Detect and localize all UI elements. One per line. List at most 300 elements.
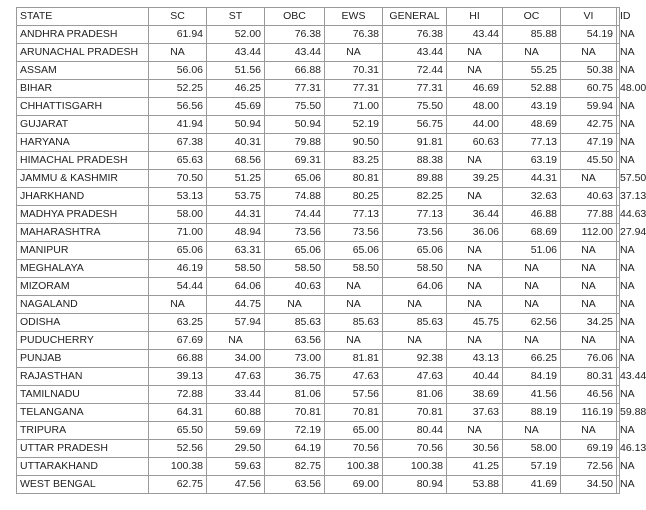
cutoff-cell-id: NA: [617, 458, 620, 476]
cutoff-cell-sc: 100.38: [149, 458, 207, 476]
cutoff-cell-st: NA: [207, 332, 265, 350]
cutoff-cell-general: 80.44: [383, 422, 447, 440]
table-row: [17, 458, 620, 476]
cutoff-cell-hi: NA: [447, 188, 503, 206]
cutoff-cell-st: 52.00: [207, 26, 265, 44]
state-cutoff-table: [16, 7, 646, 494]
cutoff-cell-sc: 62.75: [149, 476, 207, 494]
cutoff-cell-general: 77.31: [383, 80, 447, 98]
table-row: [17, 98, 620, 116]
table-header-row: [17, 8, 620, 26]
cutoff-cell-vi: NA: [561, 170, 617, 188]
cutoff-cell-obc: 79.88: [265, 134, 325, 152]
table-row: [17, 26, 620, 44]
cutoff-cell-hi: 60.63: [447, 134, 503, 152]
cutoff-cell-ews: 70.56: [325, 440, 383, 458]
state-name-cell: GUJARAT: [17, 116, 149, 134]
cutoff-cell-obc: 65.06: [265, 170, 325, 188]
table-row: [17, 368, 620, 386]
cutoff-cell-st: 53.75: [207, 188, 265, 206]
cutoff-cell-hi: NA: [447, 44, 503, 62]
state-name-cell: TAMILNADU: [17, 386, 149, 404]
cutoff-cell-st: 57.94: [207, 314, 265, 332]
cutoff-cell-ews: NA: [325, 332, 383, 350]
cutoff-cell-obc: 63.56: [265, 476, 325, 494]
cutoff-cell-hi: 44.00: [447, 116, 503, 134]
cutoff-cell-st: 47.63: [207, 368, 265, 386]
cutoff-cell-obc: 85.63: [265, 314, 325, 332]
state-name-cell: NAGALAND: [17, 296, 149, 314]
table-row: [17, 170, 620, 188]
cutoff-cell-general: 58.50: [383, 260, 447, 278]
cutoff-cell-ews: 85.63: [325, 314, 383, 332]
cutoff-cell-sc: 71.00: [149, 224, 207, 242]
table-row: [17, 224, 620, 242]
table-row: [17, 62, 620, 80]
cutoff-cell-st: 59.63: [207, 458, 265, 476]
cutoff-cell-ews: 47.63: [325, 368, 383, 386]
cutoff-cell-obc: 69.31: [265, 152, 325, 170]
cutoff-cell-obc: 73.56: [265, 224, 325, 242]
cutoff-cell-obc: 77.31: [265, 80, 325, 98]
cutoff-cell-ews: NA: [325, 296, 383, 314]
cutoff-cell-vi: 76.06: [561, 350, 617, 368]
cutoff-cell-id: 59.88: [617, 404, 620, 422]
cutoff-cell-vi: NA: [561, 332, 617, 350]
cutoff-cell-id: NA: [617, 422, 620, 440]
cutoff-cell-hi: 37.63: [447, 404, 503, 422]
cutoff-cell-obc: 74.88: [265, 188, 325, 206]
cutoff-cell-ews: 65.06: [325, 242, 383, 260]
table-row: [17, 350, 620, 368]
cutoff-cell-oc: NA: [503, 260, 561, 278]
cutoff-cell-ews: 73.56: [325, 224, 383, 242]
cutoff-cell-id: 44.63: [617, 206, 620, 224]
cutoff-cell-sc: 46.19: [149, 260, 207, 278]
cutoff-cell-sc: 65.06: [149, 242, 207, 260]
state-name-cell: ARUNACHAL PRADESH: [17, 44, 149, 62]
cutoff-cell-sc: NA: [149, 296, 207, 314]
cutoff-cell-id: NA: [617, 44, 620, 62]
cutoff-cell-vi: 42.75: [561, 116, 617, 134]
column-header-general: GENERAL: [383, 8, 447, 26]
cutoff-cell-hi: 39.25: [447, 170, 503, 188]
cutoff-cell-hi: 41.25: [447, 458, 503, 476]
cutoff-cell-vi: 45.50: [561, 152, 617, 170]
cutoff-cell-st: 60.88: [207, 404, 265, 422]
cutoff-cell-id: NA: [617, 350, 620, 368]
cutoff-cell-st: 63.31: [207, 242, 265, 260]
state-name-cell: ASSAM: [17, 62, 149, 80]
cutoff-cell-ews: 76.38: [325, 26, 383, 44]
cutoff-cell-general: 89.88: [383, 170, 447, 188]
cutoff-cell-hi: 36.06: [447, 224, 503, 242]
state-name-cell: HARYANA: [17, 134, 149, 152]
cutoff-cell-ews: 80.25: [325, 188, 383, 206]
cutoff-cell-general: 56.75: [383, 116, 447, 134]
cutoff-cell-obc: NA: [265, 296, 325, 314]
cutoff-cell-st: 47.56: [207, 476, 265, 494]
state-name-cell: BIHAR: [17, 80, 149, 98]
state-name-cell: MEGHALAYA: [17, 260, 149, 278]
cutoff-cell-ews: 69.00: [325, 476, 383, 494]
state-name-cell: UTTARAKHAND: [17, 458, 149, 476]
cutoff-cell-obc: 70.81: [265, 404, 325, 422]
cutoff-cell-id: NA: [617, 134, 620, 152]
cutoff-cell-general: 91.81: [383, 134, 447, 152]
cutoff-cell-st: 51.56: [207, 62, 265, 80]
column-header-id: ID: [617, 8, 620, 26]
state-name-cell: UTTAR PRADESH: [17, 440, 149, 458]
cutoff-cell-sc: 67.38: [149, 134, 207, 152]
cutoff-cell-st: 68.56: [207, 152, 265, 170]
cutoff-cell-oc: NA: [503, 44, 561, 62]
cutoff-cell-ews: 77.13: [325, 206, 383, 224]
cutoff-table-container: [16, 7, 646, 494]
cutoff-cell-sc: 39.13: [149, 368, 207, 386]
cutoff-cell-st: 59.69: [207, 422, 265, 440]
cutoff-cell-hi: 48.00: [447, 98, 503, 116]
cutoff-cell-general: 88.38: [383, 152, 447, 170]
cutoff-cell-hi: NA: [447, 422, 503, 440]
cutoff-cell-obc: 73.00: [265, 350, 325, 368]
cutoff-cell-oc: 66.25: [503, 350, 561, 368]
cutoff-cell-vi: 50.38: [561, 62, 617, 80]
cutoff-cell-id: 46.13: [617, 440, 620, 458]
state-name-cell: MIZORAM: [17, 278, 149, 296]
cutoff-cell-general: 72.44: [383, 62, 447, 80]
cutoff-cell-vi: NA: [561, 44, 617, 62]
cutoff-cell-general: NA: [383, 296, 447, 314]
state-name-cell: TELANGANA: [17, 404, 149, 422]
cutoff-cell-ews: 57.56: [325, 386, 383, 404]
state-name-cell: ANDHRA PRADESH: [17, 26, 149, 44]
cutoff-cell-sc: 70.50: [149, 170, 207, 188]
cutoff-cell-oc: 63.19: [503, 152, 561, 170]
cutoff-cell-oc: 58.00: [503, 440, 561, 458]
cutoff-cell-general: 85.63: [383, 314, 447, 332]
cutoff-cell-hi: 43.13: [447, 350, 503, 368]
cutoff-cell-sc: 53.13: [149, 188, 207, 206]
cutoff-cell-vi: 116.19: [561, 404, 617, 422]
cutoff-cell-obc: 82.75: [265, 458, 325, 476]
cutoff-cell-obc: 76.38: [265, 26, 325, 44]
cutoff-cell-oc: NA: [503, 422, 561, 440]
cutoff-cell-obc: 81.06: [265, 386, 325, 404]
cutoff-cell-id: NA: [617, 278, 620, 296]
cutoff-cell-ews: 77.31: [325, 80, 383, 98]
cutoff-cell-hi: NA: [447, 152, 503, 170]
cutoff-cell-id: NA: [617, 26, 620, 44]
column-header-st: ST: [207, 8, 265, 26]
cutoff-cell-obc: 72.19: [265, 422, 325, 440]
cutoff-cell-id: 43.44: [617, 368, 620, 386]
cutoff-cell-st: 48.94: [207, 224, 265, 242]
table-row: [17, 278, 620, 296]
cutoff-cell-oc: 57.19: [503, 458, 561, 476]
cutoff-cell-obc: 65.06: [265, 242, 325, 260]
cutoff-cell-general: 70.81: [383, 404, 447, 422]
cutoff-cell-st: 58.50: [207, 260, 265, 278]
cutoff-cell-hi: NA: [447, 242, 503, 260]
cutoff-cell-general: 73.56: [383, 224, 447, 242]
cutoff-cell-general: 81.06: [383, 386, 447, 404]
table-row: [17, 116, 620, 134]
table-row: [17, 332, 620, 350]
column-header-vi: VI: [561, 8, 617, 26]
cutoff-cell-vi: 72.56: [561, 458, 617, 476]
cutoff-cell-oc: 48.69: [503, 116, 561, 134]
state-name-cell: PUNJAB: [17, 350, 149, 368]
cutoff-cell-oc: 41.69: [503, 476, 561, 494]
cutoff-cell-obc: 74.44: [265, 206, 325, 224]
cutoff-cell-vi: 34.50: [561, 476, 617, 494]
table-row: [17, 260, 620, 278]
cutoff-cell-sc: NA: [149, 44, 207, 62]
cutoff-cell-oc: 46.88: [503, 206, 561, 224]
cutoff-cell-hi: 53.88: [447, 476, 503, 494]
table-row: [17, 422, 620, 440]
cutoff-cell-ews: 81.81: [325, 350, 383, 368]
cutoff-cell-vi: 34.25: [561, 314, 617, 332]
table-body: [17, 26, 646, 494]
column-header-obc: OBC: [265, 8, 325, 26]
cutoff-cell-sc: 56.56: [149, 98, 207, 116]
cutoff-cell-sc: 52.25: [149, 80, 207, 98]
cutoff-cell-id: 27.94: [617, 224, 620, 242]
cutoff-cell-oc: 68.69: [503, 224, 561, 242]
cutoff-cell-vi: 54.19: [561, 26, 617, 44]
cutoff-cell-ews: 58.50: [325, 260, 383, 278]
cutoff-cell-id: NA: [617, 386, 620, 404]
cutoff-cell-general: 77.13: [383, 206, 447, 224]
state-name-cell: CHHATTISGARH: [17, 98, 149, 116]
cutoff-cell-st: 44.31: [207, 206, 265, 224]
table-row: [17, 386, 620, 404]
cutoff-cell-st: 33.44: [207, 386, 265, 404]
cutoff-cell-oc: 84.19: [503, 368, 561, 386]
cutoff-cell-general: 47.63: [383, 368, 447, 386]
cutoff-cell-oc: NA: [503, 296, 561, 314]
cutoff-cell-general: 70.56: [383, 440, 447, 458]
cutoff-cell-id: NA: [617, 242, 620, 260]
cutoff-cell-oc: NA: [503, 332, 561, 350]
cutoff-cell-sc: 56.06: [149, 62, 207, 80]
state-name-cell: MADHYA PRADESH: [17, 206, 149, 224]
cutoff-cell-oc: NA: [503, 278, 561, 296]
cutoff-cell-oc: 77.13: [503, 134, 561, 152]
cutoff-cell-ews: NA: [325, 44, 383, 62]
cutoff-cell-ews: 71.00: [325, 98, 383, 116]
cutoff-cell-vi: 47.19: [561, 134, 617, 152]
cutoff-cell-vi: NA: [561, 422, 617, 440]
cutoff-cell-vi: 46.56: [561, 386, 617, 404]
cutoff-cell-oc: 51.06: [503, 242, 561, 260]
cutoff-cell-hi: NA: [447, 332, 503, 350]
cutoff-cell-general: 65.06: [383, 242, 447, 260]
cutoff-cell-oc: 43.19: [503, 98, 561, 116]
cutoff-cell-hi: 38.69: [447, 386, 503, 404]
cutoff-cell-st: 44.75: [207, 296, 265, 314]
cutoff-cell-hi: 36.44: [447, 206, 503, 224]
cutoff-cell-sc: 63.25: [149, 314, 207, 332]
cutoff-cell-general: 80.94: [383, 476, 447, 494]
cutoff-cell-oc: 32.63: [503, 188, 561, 206]
cutoff-cell-general: 76.38: [383, 26, 447, 44]
state-name-cell: PUDUCHERRY: [17, 332, 149, 350]
cutoff-cell-vi: 40.63: [561, 188, 617, 206]
cutoff-cell-general: NA: [383, 332, 447, 350]
cutoff-cell-oc: 44.31: [503, 170, 561, 188]
table-row: [17, 152, 620, 170]
column-header-oc: OC: [503, 8, 561, 26]
cutoff-cell-obc: 64.19: [265, 440, 325, 458]
cutoff-cell-vi: 60.75: [561, 80, 617, 98]
cutoff-cell-hi: 43.44: [447, 26, 503, 44]
cutoff-cell-sc: 41.94: [149, 116, 207, 134]
cutoff-cell-id: NA: [617, 332, 620, 350]
table-row: [17, 314, 620, 332]
cutoff-cell-id: NA: [617, 152, 620, 170]
cutoff-cell-id: NA: [617, 98, 620, 116]
cutoff-cell-general: 43.44: [383, 44, 447, 62]
cutoff-cell-hi: 30.56: [447, 440, 503, 458]
cutoff-cell-ews: 90.50: [325, 134, 383, 152]
cutoff-cell-id: 37.13: [617, 188, 620, 206]
state-name-cell: WEST BENGAL: [17, 476, 149, 494]
cutoff-cell-general: 75.50: [383, 98, 447, 116]
cutoff-cell-st: 50.94: [207, 116, 265, 134]
table-row: [17, 296, 620, 314]
column-header-hi: HI: [447, 8, 503, 26]
cutoff-cell-hi: 40.44: [447, 368, 503, 386]
cutoff-cell-id: NA: [617, 314, 620, 332]
cutoff-cell-general: 82.25: [383, 188, 447, 206]
cutoff-cell-vi: 77.88: [561, 206, 617, 224]
cutoff-cell-st: 29.50: [207, 440, 265, 458]
table-row: [17, 134, 620, 152]
cutoff-cell-vi: 80.31: [561, 368, 617, 386]
cutoff-cell-vi: 69.19: [561, 440, 617, 458]
cutoff-cell-id: 48.00: [617, 80, 620, 98]
cutoff-cell-ews: 80.81: [325, 170, 383, 188]
state-name-cell: MANIPUR: [17, 242, 149, 260]
cutoff-cell-hi: 45.75: [447, 314, 503, 332]
cutoff-cell-hi: NA: [447, 278, 503, 296]
cutoff-cell-st: 64.06: [207, 278, 265, 296]
cutoff-cell-obc: 66.88: [265, 62, 325, 80]
state-name-cell: RAJASTHAN: [17, 368, 149, 386]
table-row: [17, 242, 620, 260]
cutoff-cell-ews: NA: [325, 278, 383, 296]
table-row: [17, 206, 620, 224]
cutoff-cell-sc: 66.88: [149, 350, 207, 368]
cutoff-cell-general: 100.38: [383, 458, 447, 476]
cutoff-cell-obc: 75.50: [265, 98, 325, 116]
state-name-cell: JAMMU & KASHMIR: [17, 170, 149, 188]
cutoff-cell-vi: 59.94: [561, 98, 617, 116]
table-row: [17, 404, 620, 422]
cutoff-cell-oc: 62.56: [503, 314, 561, 332]
column-header-state: STATE: [17, 8, 149, 26]
cutoff-cell-obc: 50.94: [265, 116, 325, 134]
state-name-cell: HIMACHAL PRADESH: [17, 152, 149, 170]
cutoff-cell-obc: 43.44: [265, 44, 325, 62]
table-row: [17, 476, 620, 494]
cutoff-cell-obc: 63.56: [265, 332, 325, 350]
table-row: [17, 44, 620, 62]
cutoff-cell-obc: 58.50: [265, 260, 325, 278]
cutoff-cell-sc: 65.50: [149, 422, 207, 440]
cutoff-cell-ews: 65.00: [325, 422, 383, 440]
cutoff-cell-obc: 36.75: [265, 368, 325, 386]
cutoff-cell-st: 51.25: [207, 170, 265, 188]
cutoff-cell-hi: NA: [447, 260, 503, 278]
cutoff-cell-id: NA: [617, 116, 620, 134]
cutoff-cell-vi: NA: [561, 278, 617, 296]
cutoff-cell-sc: 52.56: [149, 440, 207, 458]
cutoff-cell-sc: 58.00: [149, 206, 207, 224]
cutoff-cell-oc: 52.88: [503, 80, 561, 98]
cutoff-cell-vi: 112.00: [561, 224, 617, 242]
cutoff-cell-sc: 67.69: [149, 332, 207, 350]
cutoff-cell-id: 57.50: [617, 170, 620, 188]
table-row: [17, 188, 620, 206]
cutoff-cell-id: NA: [617, 260, 620, 278]
cutoff-cell-sc: 65.63: [149, 152, 207, 170]
cutoff-cell-hi: 46.69: [447, 80, 503, 98]
cutoff-cell-id: NA: [617, 296, 620, 314]
cutoff-cell-oc: 88.19: [503, 404, 561, 422]
cutoff-cell-st: 43.44: [207, 44, 265, 62]
state-name-cell: MAHARASHTRA: [17, 224, 149, 242]
cutoff-cell-st: 45.69: [207, 98, 265, 116]
cutoff-cell-ews: 100.38: [325, 458, 383, 476]
cutoff-cell-sc: 54.44: [149, 278, 207, 296]
cutoff-cell-id: NA: [617, 476, 620, 494]
cutoff-cell-vi: NA: [561, 260, 617, 278]
cutoff-cell-vi: NA: [561, 242, 617, 260]
cutoff-cell-st: 40.31: [207, 134, 265, 152]
cutoff-cell-hi: NA: [447, 296, 503, 314]
cutoff-cell-ews: 52.19: [325, 116, 383, 134]
column-header-sc: SC: [149, 8, 207, 26]
cutoff-cell-obc: 40.63: [265, 278, 325, 296]
cutoff-cell-sc: 72.88: [149, 386, 207, 404]
cutoff-cell-sc: 61.94: [149, 26, 207, 44]
table-row: [17, 80, 620, 98]
cutoff-cell-ews: 70.31: [325, 62, 383, 80]
state-name-cell: JHARKHAND: [17, 188, 149, 206]
column-header-ews: EWS: [325, 8, 383, 26]
cutoff-cell-general: 64.06: [383, 278, 447, 296]
cutoff-cell-hi: NA: [447, 62, 503, 80]
cutoff-cell-st: 46.25: [207, 80, 265, 98]
cutoff-cell-oc: 55.25: [503, 62, 561, 80]
cutoff-cell-id: NA: [617, 62, 620, 80]
cutoff-cell-oc: 41.56: [503, 386, 561, 404]
cutoff-cell-ews: 83.25: [325, 152, 383, 170]
cutoff-cell-ews: 70.81: [325, 404, 383, 422]
state-name-cell: ODISHA: [17, 314, 149, 332]
cutoff-cell-sc: 64.31: [149, 404, 207, 422]
state-name-cell: TRIPURA: [17, 422, 149, 440]
cutoff-cell-st: 34.00: [207, 350, 265, 368]
cutoff-cell-oc: 85.88: [503, 26, 561, 44]
cutoff-cell-vi: NA: [561, 296, 617, 314]
table-row: [17, 440, 620, 458]
cutoff-cell-general: 92.38: [383, 350, 447, 368]
